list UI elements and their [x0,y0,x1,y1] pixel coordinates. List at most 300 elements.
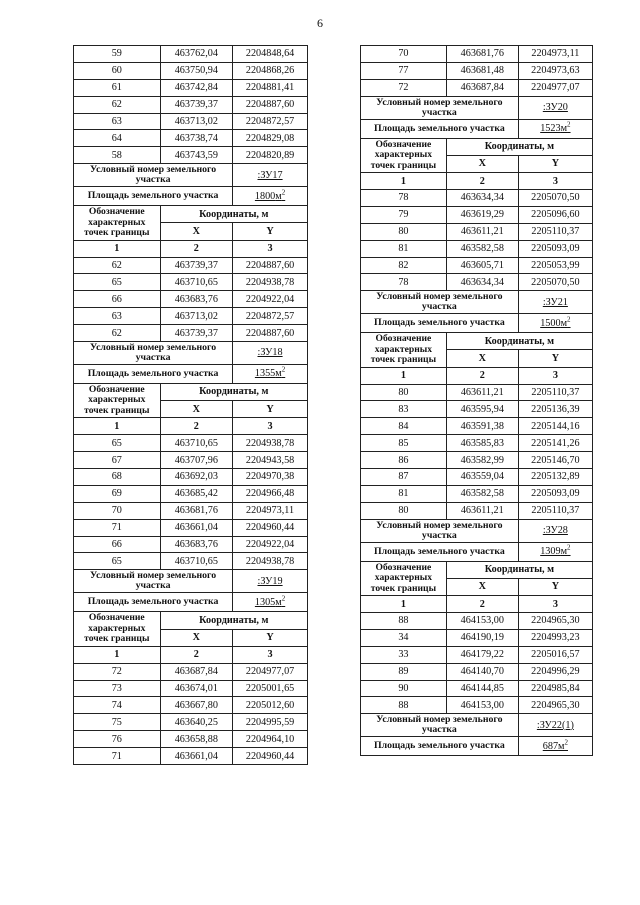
parcel-area-value [518,542,592,561]
y-header: Y [233,223,308,240]
parcel-number-value: :ЗУ22(1) [518,714,592,737]
parcel-number-label: Условный номер земельного участка [361,291,519,314]
y-coordinate: 2204872,57 [233,308,308,325]
table-row [361,240,593,257]
coords-header-row [361,333,593,350]
column-number-3: 3 [518,367,592,384]
y-coordinate: 2204887,60 [233,96,308,113]
x-coordinate: 463667,80 [160,697,233,714]
table-row [74,96,308,113]
column-number-row [74,240,308,257]
x-coordinate: 463683,76 [160,536,233,553]
area-unit-exponent: 2 [564,738,568,747]
point-id: 70 [361,46,447,63]
point-id: 87 [361,469,447,486]
parcel-number-value: :ЗУ18 [233,341,308,364]
y-header: Y [233,629,308,646]
parcel-area-label: Площадь земельного участка [361,314,519,333]
point-id: 75 [74,714,161,731]
x-coordinate: 463582,58 [446,240,518,257]
y-coordinate: 2204977,07 [518,79,592,96]
y-coordinate: 2204973,63 [518,62,592,79]
x-coordinate: 463585,83 [446,435,518,452]
y-coordinate: 2205144,16 [518,418,592,435]
x-header: X [446,578,518,595]
coords-header-row [361,138,593,155]
column-number-row [361,173,593,190]
x-coordinate: 464190,19 [446,629,518,646]
x-coordinate: 463674,01 [160,680,233,697]
parcel-area-value [233,187,308,206]
column-number-1: 1 [74,418,161,435]
x-coordinate: 464179,22 [446,646,518,663]
point-id: 70 [74,502,161,519]
column-number-1: 1 [361,367,447,384]
x-coordinate: 463743,59 [160,147,233,164]
y-coordinate: 2204996,29 [518,663,592,680]
point-id: 59 [74,46,161,63]
x-coordinate: 463710,65 [160,274,233,291]
y-header: Y [518,578,592,595]
table-row [74,257,308,274]
point-id: 80 [361,223,447,240]
table-row [361,469,593,486]
table-row [361,418,593,435]
designation-header: Обозначение характерных точек границы [361,138,447,173]
point-id: 66 [74,291,161,308]
table-row [74,536,308,553]
point-id: 62 [74,325,161,342]
parcel-number-row [361,714,593,737]
table-row [361,79,593,96]
table-row [361,680,593,697]
parcel-area-value [518,119,592,138]
parcel-number-label: Условный номер земельного участка [361,714,519,737]
left-coordinates-table-column [73,45,308,765]
parcel-area-value [233,593,308,612]
x-coordinate: 463683,76 [160,291,233,308]
table-row [74,79,308,96]
coordinates-header: Координаты, м [160,612,307,629]
parcel-number-label: Условный номер земельного участка [74,341,233,364]
area-unit-exponent: 2 [281,366,286,375]
table-row [74,663,308,680]
table-row [74,502,308,519]
x-coordinate: 463710,65 [160,553,233,570]
y-coordinate: 2205001,65 [233,680,308,697]
table-row [74,519,308,536]
x-header: X [160,401,233,418]
table-row [361,502,593,519]
y-coordinate: 2204922,04 [233,291,308,308]
table-row [361,384,593,401]
y-coordinate: 2204970,38 [233,469,308,486]
y-coordinate: 2205016,57 [518,646,592,663]
x-coordinate: 463707,96 [160,452,233,469]
table-row [74,697,308,714]
y-coordinate: 2204964,10 [233,731,308,748]
x-coordinate: 463750,94 [160,62,233,79]
point-id: 62 [74,96,161,113]
point-id: 67 [74,452,161,469]
point-id: 90 [361,680,447,697]
parcel-number-label: Условный номер земельного участка [361,519,519,542]
y-coordinate: 2204938,78 [233,553,308,570]
area-number: 1523 [540,123,561,135]
y-coordinate: 2205053,99 [518,257,592,274]
parcel-number-row [74,164,308,187]
x-coordinate: 463611,21 [446,502,518,519]
table-row [361,274,593,291]
y-coordinate: 2204829,08 [233,130,308,147]
designation-header: Обозначение характерных точек границы [74,206,161,241]
table-row [74,731,308,748]
y-coordinate: 2205012,60 [233,697,308,714]
parcel-area-row [361,314,593,333]
y-coordinate: 2205141,26 [518,435,592,452]
y-coordinate: 2204965,30 [518,697,592,714]
point-id: 63 [74,113,161,130]
parcel-area-row [361,542,593,561]
parcel-number-value: :ЗУ28 [518,519,592,542]
point-id: 66 [74,536,161,553]
column-number-row [74,646,308,663]
parcel-area-row [74,593,308,612]
point-id: 82 [361,257,447,274]
parcel-area-label: Площадь земельного участка [361,737,519,756]
column-number-2: 2 [160,418,233,435]
point-id: 72 [74,663,161,680]
y-coordinate: 2204887,60 [233,325,308,342]
column-number-row [361,367,593,384]
parcel-area-label: Площадь земельного участка [74,593,233,612]
x-coordinate: 464144,85 [446,680,518,697]
x-coordinate: 463661,04 [160,748,233,765]
table-row [361,46,593,63]
y-coordinate: 2204965,30 [518,612,592,629]
y-coordinate: 2205132,89 [518,469,592,486]
column-number-2: 2 [446,596,518,613]
y-coordinate: 2205110,37 [518,502,592,519]
parcel-area-row [361,737,593,756]
designation-header: Обозначение характерных точек границы [361,561,447,596]
point-id: 81 [361,485,447,502]
point-id: 73 [74,680,161,697]
x-coordinate: 463559,04 [446,469,518,486]
table-row [361,401,593,418]
coordinates-header: Координаты, м [446,561,592,578]
right-coordinates-table-column [360,45,593,756]
area-unit: м [560,123,568,135]
parcel-area-label: Площадь земельного участка [361,119,519,138]
point-id: 86 [361,452,447,469]
coordinates-header: Координаты, м [160,383,307,400]
x-header: X [446,155,518,172]
point-id: 83 [361,401,447,418]
x-coordinate: 463619,29 [446,206,518,223]
area-unit-exponent: 2 [567,315,571,324]
column-number-2: 2 [446,367,518,384]
point-id: 81 [361,240,447,257]
table-row [74,553,308,570]
y-coordinate: 2204995,59 [233,714,308,731]
area-unit: м [560,546,568,558]
y-coordinate: 2205136,39 [518,401,592,418]
x-coordinate: 464153,00 [446,697,518,714]
x-coordinate: 463634,34 [446,189,518,206]
y-coordinate: 2204872,57 [233,113,308,130]
y-coordinate: 2204993,23 [518,629,592,646]
table-row [361,646,593,663]
coordinates-table-left [73,45,308,765]
point-id: 33 [361,646,447,663]
area-number: 1355 [254,368,276,380]
x-coordinate: 463739,37 [160,96,233,113]
y-coordinate: 2205070,50 [518,189,592,206]
x-coordinate: 463692,03 [160,469,233,486]
table-row [361,189,593,206]
area-unit: м [275,190,282,202]
x-coordinate: 463687,84 [446,79,518,96]
table-row [74,130,308,147]
area-unit-exponent: 2 [281,594,286,603]
parcel-number-row [361,291,593,314]
designation-header: Обозначение характерных точек границы [361,333,447,368]
x-coordinate: 463658,88 [160,731,233,748]
x-coordinate: 464140,70 [446,663,518,680]
column-number-2: 2 [160,240,233,257]
point-id: 71 [74,748,161,765]
table-row [74,325,308,342]
y-coordinate: 2205093,09 [518,240,592,257]
point-id: 65 [74,435,161,452]
table-row [74,274,308,291]
y-coordinate: 2205146,70 [518,452,592,469]
area-number: 1500 [540,317,561,329]
column-number-3: 3 [518,173,592,190]
point-id: 72 [361,79,447,96]
coords-header-row [74,612,308,629]
area-unit-exponent: 2 [567,120,571,129]
x-coordinate: 463739,37 [160,325,233,342]
point-id: 34 [361,629,447,646]
table-row [74,147,308,164]
table-row [74,308,308,325]
area-unit-exponent: 2 [281,188,286,197]
point-id: 60 [74,62,161,79]
designation-header: Обозначение характерных точек границы [74,383,161,418]
y-coordinate: 2204938,78 [233,435,308,452]
area-number: 687 [542,740,559,752]
y-coordinate: 2205070,50 [518,274,592,291]
table-row [74,46,308,63]
x-coordinate: 463595,94 [446,401,518,418]
y-coordinate: 2204960,44 [233,519,308,536]
table-row [361,223,593,240]
column-number-1: 1 [361,173,447,190]
parcel-number-label: Условный номер земельного участка [74,570,233,593]
point-id: 65 [74,274,161,291]
point-id: 65 [74,553,161,570]
x-coordinate: 463661,04 [160,519,233,536]
column-number-1: 1 [74,646,161,663]
table-row [361,485,593,502]
area-unit-exponent: 2 [567,543,571,552]
y-coordinate: 2204977,07 [233,663,308,680]
column-number-row [74,418,308,435]
point-id: 89 [361,663,447,680]
table-row [361,612,593,629]
x-coordinate: 463611,21 [446,223,518,240]
column-number-3: 3 [233,240,308,257]
point-id: 63 [74,308,161,325]
table-row [361,452,593,469]
x-coordinate: 463640,25 [160,714,233,731]
point-id: 69 [74,485,161,502]
designation-header: Обозначение характерных точек границы [74,612,161,647]
point-id: 80 [361,384,447,401]
y-coordinate: 2204881,41 [233,79,308,96]
page-number: 6 [317,16,323,30]
point-id: 77 [361,62,447,79]
area-unit: м [558,740,565,752]
y-header: Y [518,350,592,367]
column-number-2: 2 [160,646,233,663]
parcel-area-label: Площадь земельного участка [74,364,233,383]
y-coordinate: 2205096,60 [518,206,592,223]
parcel-number-label: Условный номер земельного участка [361,96,519,119]
x-coordinate: 463762,04 [160,46,233,63]
x-coordinate: 463713,02 [160,113,233,130]
y-header: Y [518,155,592,172]
x-header: X [446,350,518,367]
table-row [74,485,308,502]
point-id: 61 [74,79,161,96]
parcel-number-row [74,341,308,364]
x-coordinate: 463611,21 [446,384,518,401]
coords-header-row [361,561,593,578]
x-coordinate: 463591,38 [446,418,518,435]
y-coordinate: 2204922,04 [233,536,308,553]
y-coordinate: 2205093,09 [518,485,592,502]
parcel-number-row [74,570,308,593]
x-coordinate: 463681,76 [446,46,518,63]
area-unit: м [560,317,568,329]
point-id: 68 [74,469,161,486]
y-coordinate: 2204966,48 [233,485,308,502]
table-row [74,62,308,79]
parcel-number-value: :ЗУ19 [233,570,308,593]
point-id: 64 [74,130,161,147]
table-row [361,629,593,646]
y-coordinate: 2204938,78 [233,274,308,291]
point-id: 78 [361,189,447,206]
y-coordinate: 2204887,60 [233,257,308,274]
parcel-number-label: Условный номер земельного участка [74,164,233,187]
table-row [74,113,308,130]
area-number: 1800 [254,190,276,202]
x-coordinate: 463582,58 [446,485,518,502]
area-number: 1309 [540,546,561,558]
column-number-3: 3 [233,418,308,435]
y-coordinate: 2204973,11 [518,46,592,63]
column-number-3: 3 [233,646,308,663]
x-coordinate: 463742,84 [160,79,233,96]
x-header: X [160,223,233,240]
point-id: 71 [74,519,161,536]
point-id: 58 [74,147,161,164]
x-coordinate: 463687,84 [160,663,233,680]
point-id: 62 [74,257,161,274]
table-row [74,748,308,765]
parcel-number-value: :ЗУ20 [518,96,592,119]
point-id: 78 [361,274,447,291]
parcel-area-row [74,364,308,383]
coords-header-row [74,383,308,400]
parcel-area-label: Площадь земельного участка [361,542,519,561]
column-number-1: 1 [361,596,447,613]
parcel-number-value: :ЗУ17 [233,164,308,187]
parcel-number-value: :ЗУ21 [518,291,592,314]
x-header: X [160,629,233,646]
table-row [74,680,308,697]
table-row [74,435,308,452]
table-row [361,435,593,452]
coordinates-header: Координаты, м [160,206,307,223]
table-row [74,714,308,731]
y-coordinate: 2204943,58 [233,452,308,469]
parcel-area-value [518,737,592,756]
point-id: 88 [361,697,447,714]
point-id: 74 [74,697,161,714]
x-coordinate: 463681,76 [160,502,233,519]
parcel-area-row [74,187,308,206]
table-row [361,62,593,79]
x-coordinate: 463685,42 [160,485,233,502]
x-coordinate: 463739,37 [160,257,233,274]
column-number-3: 3 [518,596,592,613]
coords-header-row [74,206,308,223]
column-number-2: 2 [446,173,518,190]
parcel-number-row [361,519,593,542]
y-coordinate: 2204820,89 [233,147,308,164]
x-coordinate: 463605,71 [446,257,518,274]
coordinates-table-right [360,45,593,756]
x-coordinate: 463582,99 [446,452,518,469]
point-id: 88 [361,612,447,629]
area-number: 1305 [254,596,276,608]
point-id: 76 [74,731,161,748]
area-unit: м [275,368,282,380]
parcel-number-row [361,96,593,119]
y-coordinate: 2204973,11 [233,502,308,519]
table-row [361,697,593,714]
table-row [74,452,308,469]
x-coordinate: 463634,34 [446,274,518,291]
y-coordinate: 2204848,64 [233,46,308,63]
coordinates-header: Координаты, м [446,138,592,155]
table-row [361,206,593,223]
y-coordinate: 2204985,84 [518,680,592,697]
y-coordinate: 2205110,37 [518,223,592,240]
point-id: 84 [361,418,447,435]
table-row [361,663,593,680]
point-id: 85 [361,435,447,452]
y-coordinate: 2205110,37 [518,384,592,401]
table-row [74,291,308,308]
parcel-area-value [518,314,592,333]
y-header: Y [233,401,308,418]
